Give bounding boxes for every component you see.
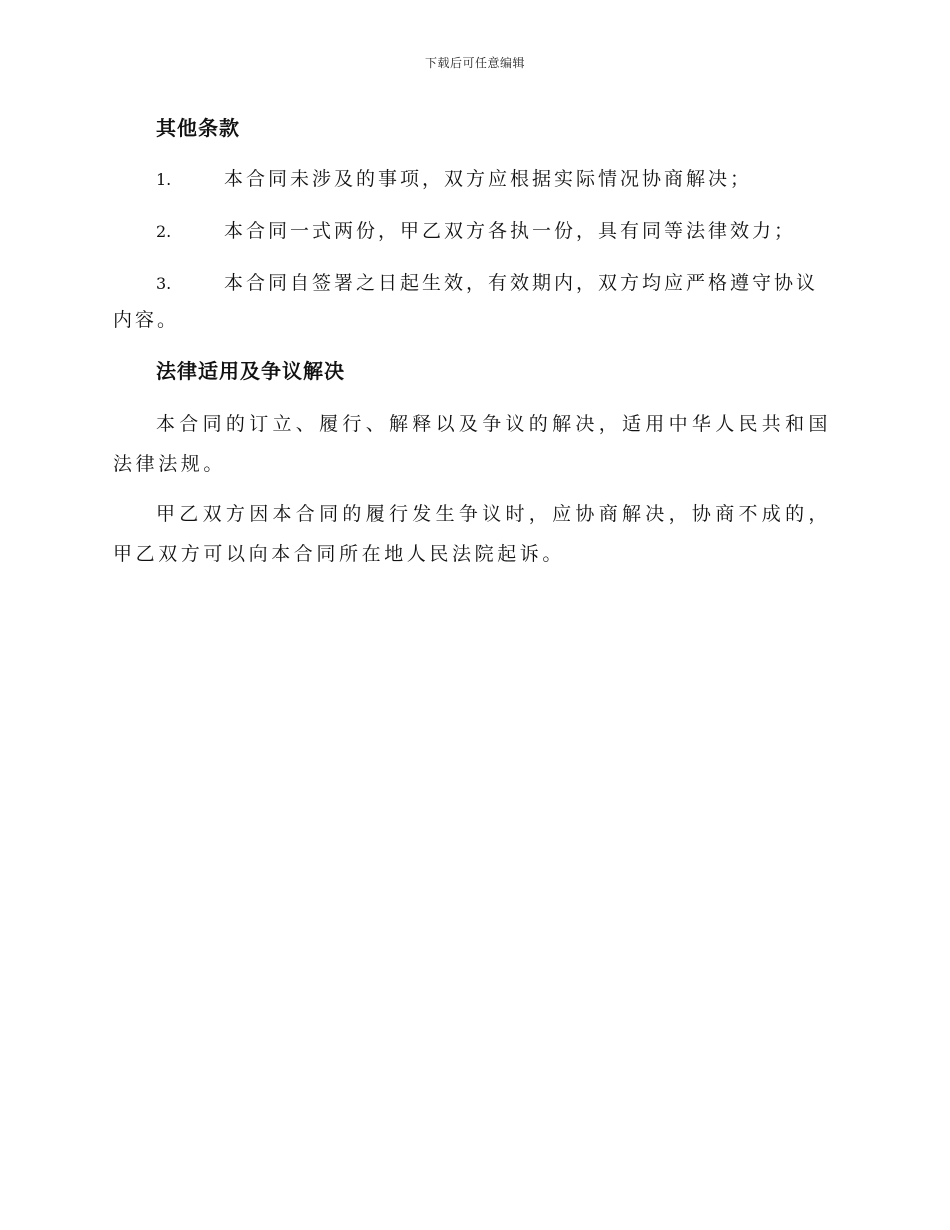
- clause-text: 本合同自签署之日起生效，有效期内，双方均应严格遵守协议内容。: [113, 272, 819, 331]
- clause-text: 本合同一式两份，甲乙双方各执一份，具有同等法律效力；: [224, 220, 797, 242]
- clause-number: 3.: [156, 274, 172, 293]
- clause-number: 1.: [156, 170, 172, 189]
- clause-2: [113, 213, 831, 250]
- section-heading-law: 法律适用及争议解决: [156, 359, 345, 383]
- clause-3: [113, 265, 831, 338]
- header-note: 下载后可任意编辑: [424, 56, 525, 70]
- section-heading-other-terms: 其他条款: [156, 116, 240, 140]
- clause-text: 本合同未涉及的事项，双方应根据实际情况协商解决；: [224, 168, 753, 190]
- document-body: [113, 110, 831, 584]
- law-paragraph-1: 本合同的订立、履行、解释以及争议的解决，适用中华人民共和国法律法规。: [113, 413, 831, 475]
- law-paragraph-2: 甲乙双方因本合同的履行发生争议时，应协商解决，协商不成的，甲乙双方可以向本合同所在地人民法院起诉。: [113, 503, 831, 565]
- clause-number: 2.: [156, 222, 172, 241]
- clause-1: [113, 161, 831, 198]
